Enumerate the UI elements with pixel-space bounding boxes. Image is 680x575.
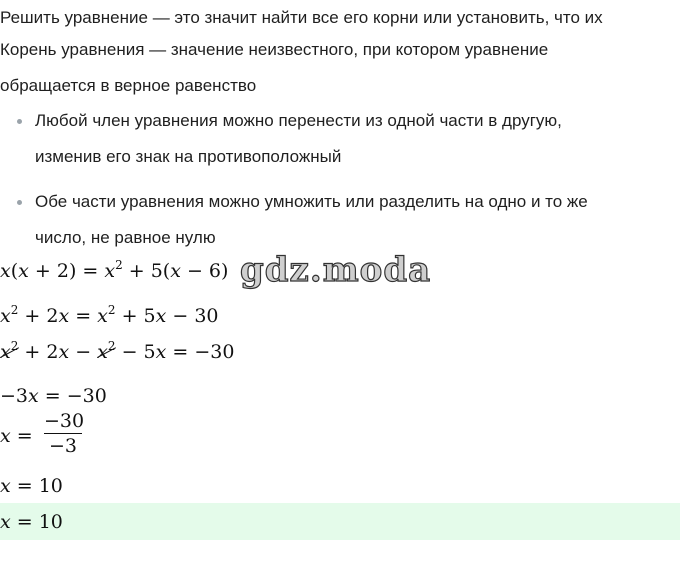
bullet-icon	[17, 200, 22, 205]
answer-highlight	[0, 503, 680, 540]
cancelled-term: $x^2$	[97, 339, 116, 363]
equation-step-5-lhs: x =	[0, 425, 33, 447]
intro-line-3: обращается в верное равенство	[0, 76, 257, 95]
equation-step-2: $x^2 + 2x = x^2 + 5x - 30$	[0, 303, 219, 327]
equation-step-6: x = 10	[0, 475, 63, 497]
bullet-icon	[17, 119, 22, 124]
fraction-numerator: −30	[44, 410, 85, 432]
answer: x = 10	[0, 511, 63, 533]
rule-1-line-1: Любой член уравнения можно перенести из одной части в другую,	[35, 111, 562, 130]
cancelled-term: $x^2$	[0, 339, 19, 363]
equation-step-4: −3x = −30	[0, 385, 107, 407]
equation-step-1: $x(x + 2) = x^2 + 5(x - 6)$	[0, 258, 229, 282]
intro-line-1: Решить уравнение — это значит найти все его корни или установить, что их	[0, 8, 603, 27]
fraction	[44, 410, 85, 457]
intro-line-2: Корень уравнения — значение неизвестного, при котором уравнение	[0, 40, 549, 59]
rule-1-line-2: изменив его знак на противоположный	[35, 147, 342, 166]
fraction-denominator: −3	[48, 435, 77, 457]
rule-2-line-1: Обе части уравнения можно умножить или разделить на одно и то же	[35, 192, 588, 211]
rule-2-line-2: число, не равное нулю	[35, 228, 216, 247]
fraction-bar	[44, 433, 82, 434]
equation-step-3: $x^2$ + $2x - x^2$ − 5x = −30	[0, 339, 235, 363]
watermark-logo: gdz.moda	[240, 250, 432, 290]
